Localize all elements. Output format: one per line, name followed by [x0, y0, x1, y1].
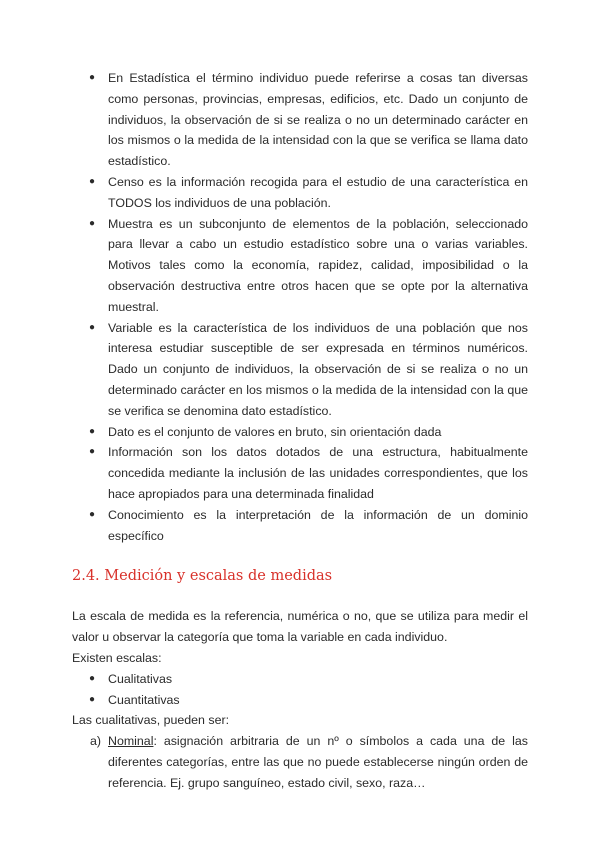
list-item: ● Censo es la información recogida para el estudio de una característica en TODOS los individuos de una población. [72, 172, 528, 214]
intro-paragraph: La escala de medida es la referencia, numérica o no, que se utiliza para medir el valor u observar la categoría que toma la variable en cada individuo. [72, 609, 528, 645]
bullet-icon: ● [89, 693, 96, 705]
list-item: ● Cuantitativas [72, 690, 528, 711]
term-nominal: Nominal [108, 734, 154, 749]
section-heading: 2.4. Medición y escalas de medidas [72, 568, 333, 585]
bullet-icon: ● [89, 175, 96, 187]
list-item: ● Información son los datos dotados de una estructura, habitualmente concedida mediante la inclusión de las unidades correspondientes, que los hace apropiados para una determinada finalidad [72, 442, 528, 504]
qualitative-types-list [72, 731, 528, 793]
list-item: ● Cualitativas [72, 669, 528, 690]
scales-list [72, 669, 528, 711]
list-item: ● En Estadística el término individuo puede referirse a cosas tan diversas como personas, provincias, empresas, edificios, etc. Dado un conjunto de individuos, la observación de si se realiza o no un determinado carácter en los mismos o la medida de la intensidad con la que se verifica se llama dato estadístico. [72, 68, 528, 172]
list-item [72, 731, 528, 793]
qualitative-intro: Las cualitativas, pueden ser: [72, 713, 230, 728]
bullet-icon: ● [89, 672, 96, 684]
term-definition: : asignación arbitraria de un nº o símbolos a cada una de las diferentes categorías, entre las que no puede establecerse ningún orden de referencia. Ej. grupo sanguíneo, estado civil, sexo, raza… [108, 734, 528, 790]
definitions-list [72, 68, 528, 546]
bullet-icon: ● [89, 446, 96, 458]
page-content [72, 68, 528, 794]
list-item: ● Variable es la característica de los individuos de una población que nos interesa estudiar susceptible de ser expresada en términos numéricos. Dado un conjunto de individuos, la observación de si se realiza o no un determinado carácter en los mismos o la medida de la intensidad con la que se verifica se denomina dato estadístico. [72, 318, 528, 422]
list-marker: a) [90, 734, 102, 749]
bullet-icon: ● [89, 321, 96, 333]
bullet-icon: ● [89, 425, 96, 437]
list-item: ● Muestra es un subconjunto de elementos de la población, seleccionado para llevar a cabo un estudio estadístico sobre una o varias variables. Motivos tales como la economía, rapidez, calidad, imposibilidad o la observación destructiva entre otros hacen que se opte por la alternativa muestral. [72, 214, 528, 318]
bullet-icon: ● [89, 217, 96, 229]
scales-intro: Existen escalas: [72, 650, 162, 665]
bullet-icon: ● [89, 508, 96, 520]
bullet-icon: ● [89, 72, 96, 83]
list-item: ● Dato es el conjunto de valores en bruto, sin orientación dada [72, 422, 528, 443]
list-item: ● Conocimiento es la interpretación de la información de un dominio específico [72, 505, 528, 547]
